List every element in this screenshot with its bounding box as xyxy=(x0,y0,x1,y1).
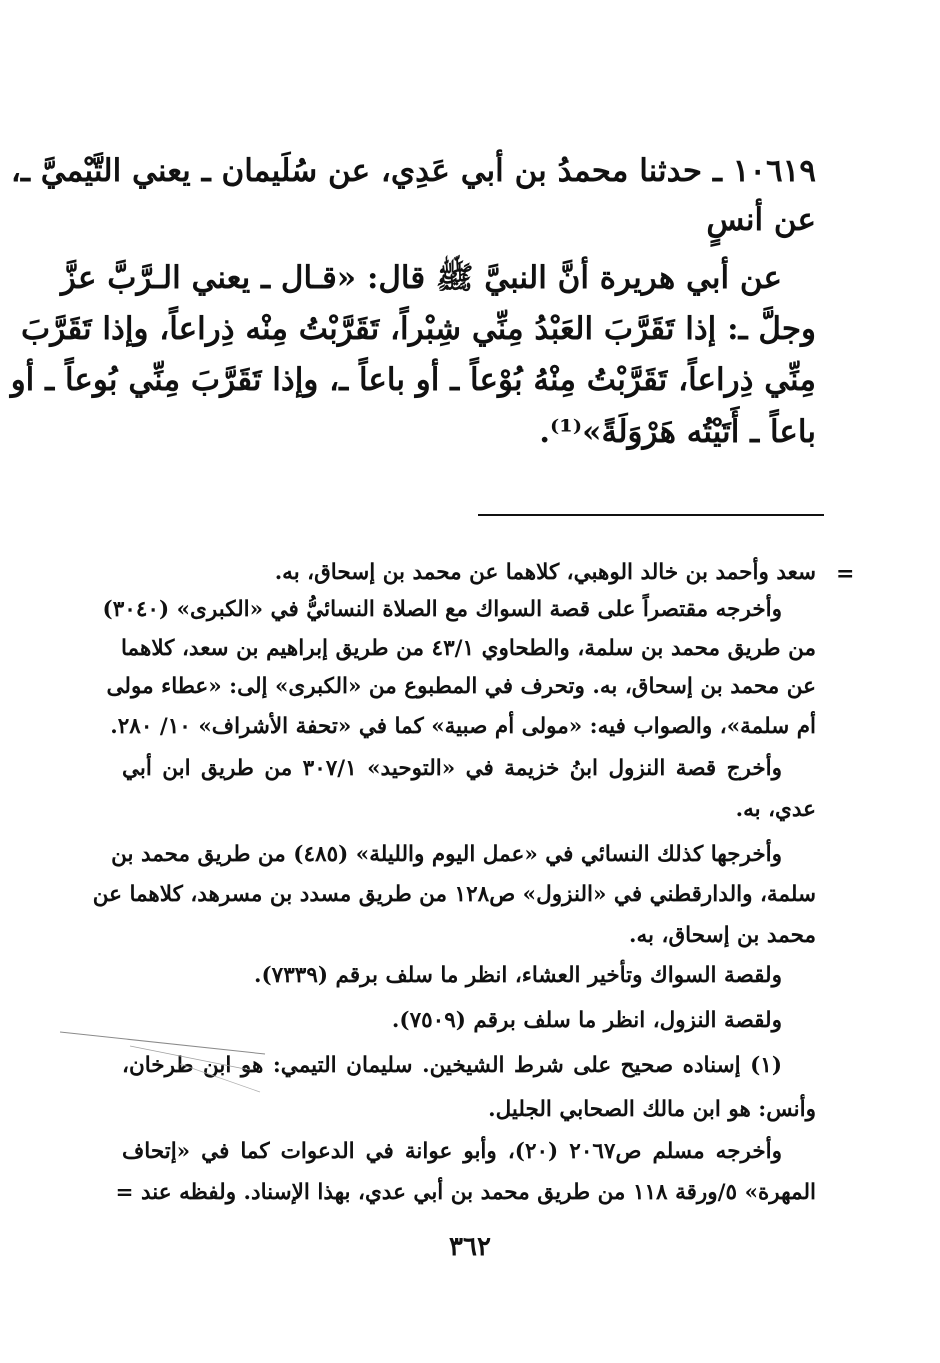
hadith-matn-line-1: عن أبي هريرة أنَّ النبيَّ ﷺ قال: «قـال ـ يعني الـرَّبَّ عزَّ xyxy=(60,260,782,296)
hadith-matn-line-4: باعاً ـ أَتَيْتُه هَرْوَلَةً»⁽¹⁾. xyxy=(539,414,816,450)
footnote-line-15: وأخرجه مسلم ص٢٠٦٧ (٢٠)، وأبو عوانة في الدعوات كما في «إتحاف xyxy=(122,1139,782,1164)
footnote-line-8: وأخرجها كذلك النسائي في «عمل اليوم والليلة» (٤٨٥) من طريق محمد بن xyxy=(111,842,782,867)
hadith-isnad-line-1: ١٠٦١٩ ـ حدثنا محمدُ بن أبي عَدِي، عن سُلَيمان ـ يعني التَّيْميَّ ـ، xyxy=(10,153,816,189)
footnote-line-7: عدي، به. xyxy=(735,797,816,822)
footnote-line-9: سلمة، والدارقطني في «النزول» ص١٢٨ من طريق مسدد بن مسرهد، كلاهما عن xyxy=(92,882,816,907)
hadith-matn-line-3: مِنِّي ذِراعاً، تَقَرَّبْتُ مِنْهُ بُوْعاً ـ أو باعاً ـ، وإذا تَقَرَّبَ مِنِّي بُوعاً ـ أو xyxy=(10,362,816,398)
footnote-line-4: عن محمد بن إسحاق، به. وتحرف في المطبوع من «الكبرى» إلى: «عطاء مولى xyxy=(106,674,816,699)
scan-scratch-marks xyxy=(60,1030,270,1100)
footnote-line-16: المهرة» ٥/ورقة ١١٨ من طريق محمد بن أبي عدي، بهذا الإسناد. ولفظه عند = xyxy=(115,1180,816,1205)
footnote-line-10: محمد بن إسحاق، به. xyxy=(629,923,816,948)
footnote-line-11: ولقصة السواك وتأخير العشاء، انظر ما سلف برقم (٧٣٣٩). xyxy=(254,963,782,988)
hadith-matn-line-2: وجلَّ ـ: إذا تَقَرَّبَ العَبْدُ مِنِّي شِبْراً، تَقَرَّبْتُ مِنْه ذِراعاً، وإذا تَقَرَّبَ xyxy=(21,311,816,347)
footnote-line-1: سعد وأحمد بن خالد الوهبي، كلاهما عن محمد بن إسحاق، به. xyxy=(274,560,816,585)
footnote-continuation-mark: = xyxy=(836,561,855,587)
footnote-separator xyxy=(478,514,824,516)
hadith-isnad-line-2: عن أنسٍ xyxy=(706,202,816,238)
footnote-line-12: ولقصة النزول، انظر ما سلف برقم (٧٥٠٩). xyxy=(391,1008,782,1033)
footnote-line-5: أم سلمة»، والصواب فيه: «مولى أم صبية» كما في «تحفة الأشراف» ١٠/ ٢٨٠. xyxy=(110,714,816,739)
footnote-line-14: وأنس: هو ابن مالك الصحابي الجليل. xyxy=(488,1097,816,1122)
footnote-line-6: وأخرج قصة النزول ابنُ خزيمة في «التوحيد» ٣٠٧/١ من طريق ابن أبي xyxy=(122,756,782,781)
footnote-line-2: وأخرجه مقتصراً على قصة السواك مع الصلاة النسائيُّ في «الكبرى» (٣٠٤٠) xyxy=(102,597,782,622)
page-number: ٣٦٢ xyxy=(449,1232,491,1262)
footnote-line-3: من طريق محمد بن سلمة، والطحاوي ٤٣/١ من طريق إبراهيم بن سعد، كلاهما xyxy=(121,636,816,661)
footnote-line-13: (١) إسناده صحيح على شرط الشيخين. سليمان التيمي: هو ابن طرخان، xyxy=(122,1053,782,1078)
